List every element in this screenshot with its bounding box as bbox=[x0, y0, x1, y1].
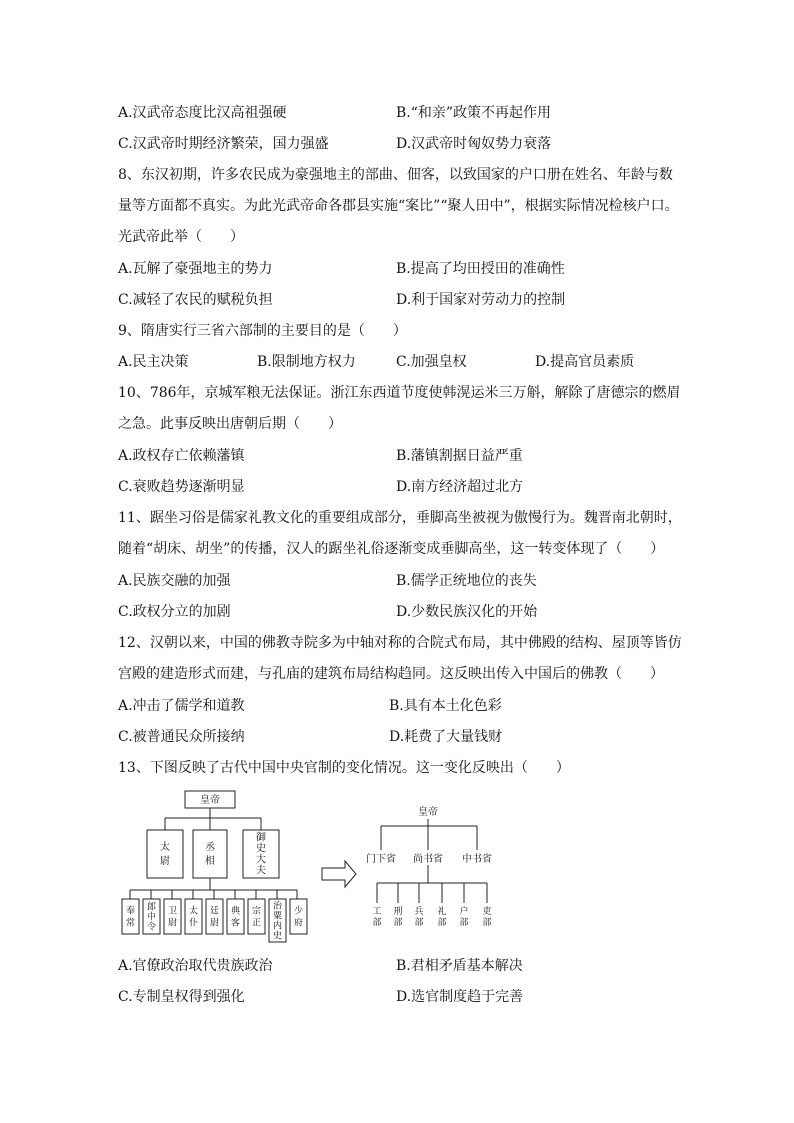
q11-option-c: C.政权分立的加剧 bbox=[118, 604, 231, 620]
bu-label: 礼部 bbox=[437, 907, 447, 928]
q11-option-d: D.少数民族汉化的开始 bbox=[396, 604, 538, 620]
q8-option-b: B.提高了均田授田的准确性 bbox=[396, 261, 565, 277]
qing-label: 治粟内史 bbox=[272, 901, 283, 942]
q13-option-d: D.选官制度趋于完善 bbox=[396, 989, 524, 1005]
q9-option-d: D.提高官员素质 bbox=[535, 354, 635, 370]
q9-stem: 9、隋唐实行三省六部制的主要目的是（ ） bbox=[118, 323, 407, 339]
q13-option-c: C.专制皇权得到强化 bbox=[118, 989, 245, 1005]
right-emperor-label: 皇帝 bbox=[418, 807, 438, 818]
bu-label: 户部 bbox=[459, 907, 469, 928]
q10-option-b: B.藩镇割据日益严重 bbox=[396, 448, 523, 464]
sheng-label: 门下省 bbox=[366, 854, 396, 865]
q12-stem-line2: 宫殿的建造形式而建，与孔庙的建筑布局结构趋同。这反映出传入中国后的佛教（ ） bbox=[118, 666, 664, 682]
qing-label: 少府 bbox=[293, 906, 304, 929]
q11-option-b: B.儒学正统地位的丧失 bbox=[396, 573, 537, 589]
q10-option-c: C.衰败趋势逐渐明显 bbox=[118, 479, 245, 495]
gong-label: 太尉 bbox=[160, 842, 170, 867]
q9-option-b: B.限制地方权力 bbox=[257, 354, 356, 370]
bu-label: 刑部 bbox=[393, 907, 403, 928]
q13-stem: 13、下图反映了古代中国中央官制的变化情况。这一变化反映出（ ） bbox=[118, 760, 570, 776]
q10-stem-line2: 之急。此事反映出唐朝后期（ ） bbox=[118, 416, 342, 432]
q13-option-a: A.官僚政治取代贵族政治 bbox=[118, 958, 273, 974]
q11-option-a: A.民族交融的加强 bbox=[118, 573, 231, 589]
bu-label: 工部 bbox=[372, 907, 382, 928]
qing-label: 典客 bbox=[230, 906, 241, 929]
q12-option-d: D.耗费了大量钱财 bbox=[389, 729, 503, 745]
q7-option-b: B.“和亲”政策不再起作用 bbox=[396, 105, 552, 121]
sheng-label: 中书省 bbox=[462, 854, 492, 865]
bu-label: 兵部 bbox=[414, 907, 424, 928]
q12-option-c: C.被普通民众所接纳 bbox=[118, 729, 245, 745]
qing-label: 宗正 bbox=[251, 906, 262, 929]
q12-option-a: A.冲击了儒学和道教 bbox=[118, 698, 245, 714]
q7-option-c: C.汉武帝时期经济繁荣，国力强盛 bbox=[118, 136, 329, 152]
q8-stem-line3: 光武帝此举（ ） bbox=[118, 229, 244, 245]
q8-option-a: A.瓦解了豪强地主的势力 bbox=[118, 261, 273, 277]
sheng-label: 尚书省 bbox=[413, 854, 443, 865]
q11-stem-line1: 11、踞坐习俗是儒家礼教文化的重要组成部分，垂脚高坐被视为傲慢行为。魏晋南北朝时， bbox=[118, 510, 682, 526]
gong-label: 御史大夫 bbox=[256, 832, 266, 877]
q9-option-c: C.加强皇权 bbox=[396, 354, 467, 370]
q10-option-a: A.政权存亡依赖藩镇 bbox=[118, 448, 245, 464]
q13-option-b: B.君相矛盾基本解决 bbox=[396, 958, 523, 974]
qing-label: 卫尉 bbox=[167, 906, 178, 929]
qing-label: 廷尉 bbox=[209, 906, 220, 929]
qing-label: 太仆 bbox=[188, 906, 199, 929]
bu-label: 吏部 bbox=[482, 907, 492, 928]
left-emperor-label: 皇帝 bbox=[200, 795, 220, 806]
q12-stem-line1: 12、汉朝以来，中国的佛教寺院多为中轴对称的合院式布局，其中佛殿的结构、屋顶等皆仿 bbox=[118, 635, 682, 651]
q7-option-a: A.汉武帝态度比汉高祖强硬 bbox=[118, 105, 287, 121]
q7-option-d: D.汉武帝时匈奴势力衰落 bbox=[396, 136, 552, 152]
qing-label: 奉常 bbox=[125, 906, 136, 929]
q8-stem-line1: 8、东汉初期，许多农民成为豪强地主的部曲、佃客，以致国家的户口册在姓名、年龄与数 bbox=[118, 167, 673, 183]
q8-stem-line2: 量等方面都不真实。为此光武帝命各郡县实施“案比”“聚人田中”，根据实际情况检核户口。 bbox=[118, 198, 679, 214]
q10-option-d: D.南方经济超过北方 bbox=[396, 479, 524, 495]
gong-label: 丞相 bbox=[205, 842, 215, 867]
q10-stem-line1: 10、786年，京城军粮无法保证。浙江东西道节度使韩滉运米三万斛，解除了唐德宗的燃眉 bbox=[118, 385, 681, 401]
q12-option-b: B.具有本土化色彩 bbox=[389, 698, 502, 714]
q8-option-d: D.利于国家对劳动力的控制 bbox=[396, 292, 566, 308]
qing-label: 郎中令 bbox=[146, 902, 157, 933]
q11-stem-line2: 随着“胡床、胡坐”的传播，汉人的踞坐礼俗逐渐变成垂脚高坐，这一转变体现了（ ） bbox=[118, 541, 665, 557]
q8-option-c: C.减轻了农民的赋税负担 bbox=[118, 292, 273, 308]
q9-option-a: A.民主决策 bbox=[118, 354, 189, 370]
